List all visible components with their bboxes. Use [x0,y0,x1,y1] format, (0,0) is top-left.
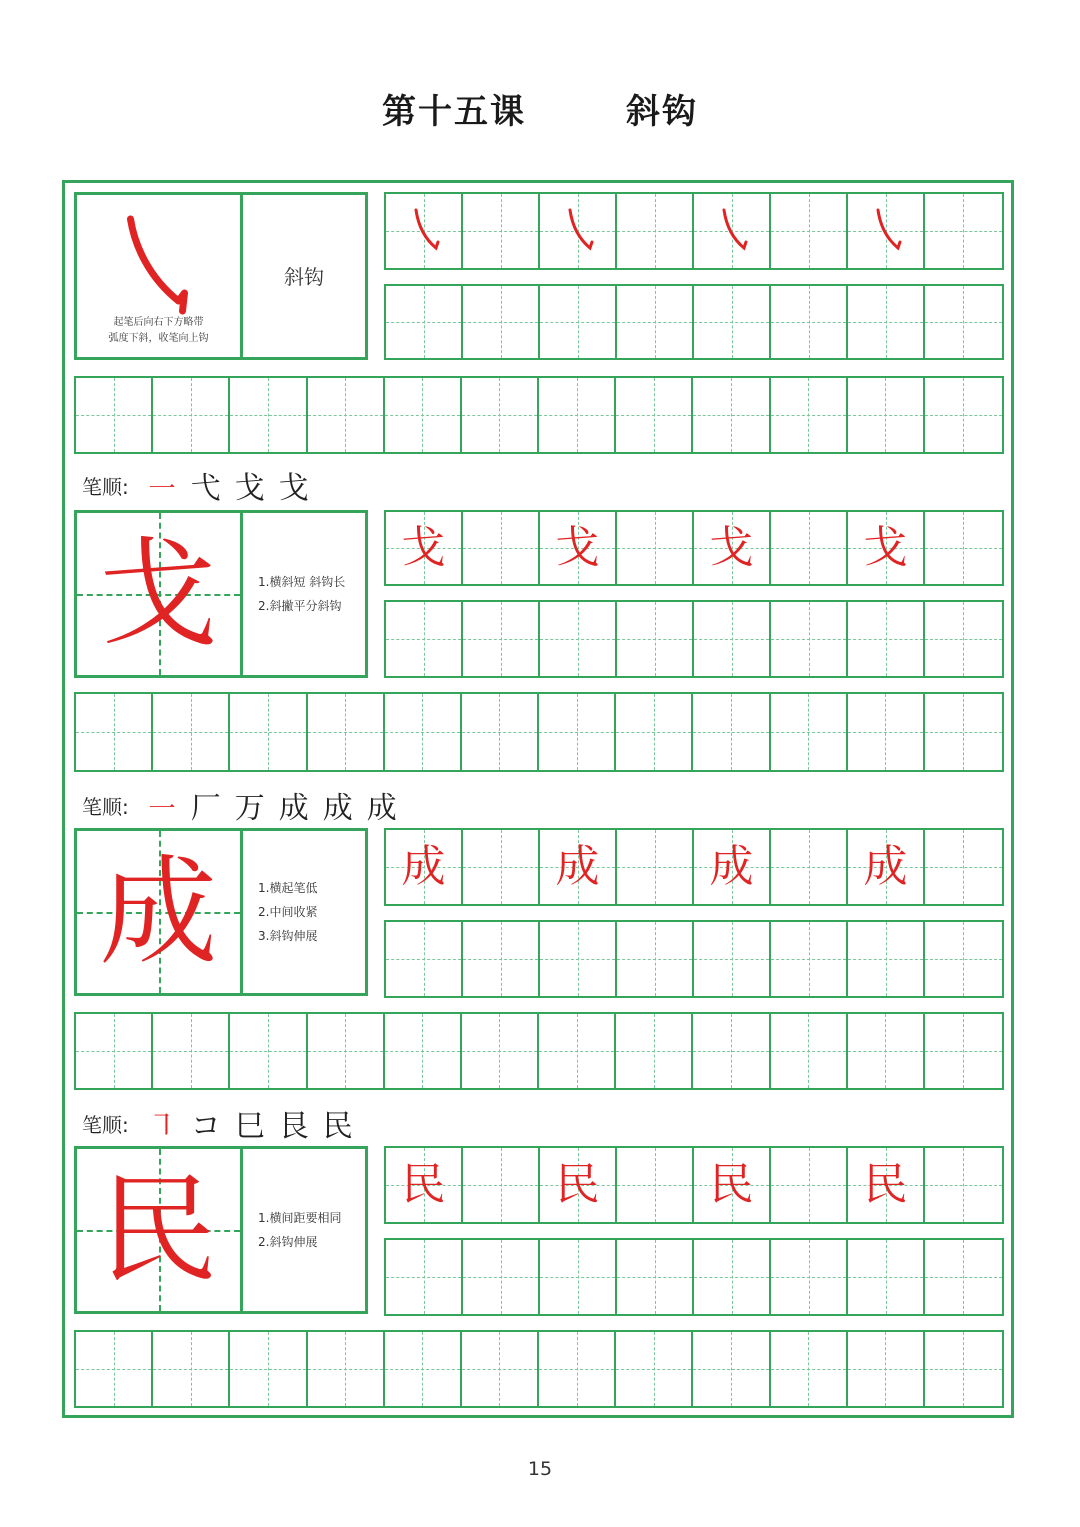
grid-cell[interactable] [771,378,848,452]
tip-item: 1.横间距要相同 [258,1211,342,1225]
grid-cell[interactable] [925,1332,1002,1406]
grid-cell[interactable] [463,512,540,584]
grid-cell[interactable] [153,378,230,452]
lesson-number: 第十五课 [382,92,526,132]
grid-cell[interactable] [771,602,848,676]
trace-character: 民 [863,1159,908,1210]
grid-cell[interactable] [463,830,540,904]
slant-hook-trace-icon [404,206,444,256]
grid-cell[interactable] [540,830,617,904]
order-step: ㇐ [146,791,177,826]
grid-cell[interactable] [76,1332,153,1406]
char-demo-box [74,828,368,996]
trace-character: 民 [709,1159,754,1210]
grid-cell[interactable] [539,1014,616,1088]
grid-cell[interactable] [153,1332,230,1406]
trace-character: 成 [555,841,600,892]
grid-cell[interactable] [386,1240,463,1314]
grid-cell[interactable] [848,1332,925,1406]
grid-cell[interactable] [386,830,463,904]
trace-character: 戈 [401,522,446,573]
char-block-ge [74,470,1004,772]
char-block-cheng [74,790,1004,1090]
grid-cell[interactable] [463,602,540,676]
trace-character: 成 [709,841,754,892]
slant-hook-stroke-icon [77,205,240,315]
grid-cell[interactable] [848,694,925,770]
stroke-example [77,195,243,357]
practice-row [384,600,1004,678]
stroke-note-1: 起笔后向右下方略带 [113,317,204,328]
tip-item: 2.斜撇平分斜钩 [258,599,342,613]
grid-cell[interactable] [693,694,770,770]
grid-cell[interactable] [771,512,848,584]
grid-cell[interactable] [539,694,616,770]
trace-row [384,192,1004,270]
order-step: 巳 [234,1109,265,1144]
grid-cell[interactable] [385,378,462,452]
grid-cell[interactable] [694,512,771,584]
grid-cell[interactable] [925,194,1002,268]
order-step: 戈 [234,471,265,506]
order-step: コ [190,1109,221,1144]
grid-cell[interactable] [694,830,771,904]
grid-cell[interactable] [848,1014,925,1088]
model-character: 成 [99,843,218,981]
grid-cell[interactable] [76,694,153,770]
practice-row-wide [74,1330,1004,1408]
trace-row [384,1146,1004,1224]
practice-row [384,1238,1004,1316]
grid-cell[interactable] [848,602,925,676]
stroke-block [74,192,1004,454]
grid-cell[interactable] [463,194,540,268]
order-step: 成 [366,791,397,826]
trace-character: 戈 [863,522,908,573]
grid-cell[interactable] [693,378,770,452]
grid-cell[interactable] [385,1332,462,1406]
order-step: 成 [322,791,353,826]
char-demo-box [74,1146,368,1314]
char-block-min [74,1108,1004,1408]
char-example [77,831,243,993]
grid-cell[interactable] [617,602,694,676]
grid-cell[interactable] [617,512,694,584]
stroke-order-steps [147,463,309,507]
grid-cell[interactable] [694,286,771,358]
grid-cell[interactable] [308,1014,385,1088]
tip-item: 3.斜钩伸展 [258,929,318,943]
grid-cell[interactable] [925,1014,1002,1088]
practice-row-wide [74,376,1004,454]
grid-cell[interactable] [539,378,616,452]
stroke-order-label: 笔顺: [82,1112,129,1137]
grid-cell[interactable] [540,1240,617,1314]
grid-cell[interactable] [386,512,463,584]
grid-cell[interactable] [848,512,925,584]
grid-cell[interactable] [386,602,463,676]
grid-cell[interactable] [386,286,463,358]
page-number: 15 [527,1458,553,1480]
grid-cell[interactable] [308,1332,385,1406]
stroke-note-2: 弧度下斜，收笔向上钩 [108,333,209,344]
grid-cell[interactable] [617,830,694,904]
grid-cell[interactable] [693,1014,770,1088]
char-example [77,1149,243,1311]
trace-character: 民 [555,1159,600,1210]
grid-cell[interactable] [771,1148,848,1222]
grid-cell[interactable] [616,1332,693,1406]
grid-cell[interactable] [771,922,848,996]
grid-cell[interactable] [386,1148,463,1222]
stroke-description [77,315,240,347]
grid-cell[interactable] [462,1014,539,1088]
order-step: ㇐ [146,471,177,506]
grid-cell[interactable] [462,378,539,452]
grid-cell[interactable] [617,286,694,358]
grid-cell[interactable] [848,194,925,268]
stroke-order [82,470,309,506]
grid-cell[interactable] [617,194,694,268]
order-step: 万 [234,791,265,826]
order-step: ㇕ [146,1109,177,1144]
tip-item: 2.斜钩伸展 [258,1235,318,1249]
grid-cell[interactable] [848,922,925,996]
grid-cell[interactable] [386,922,463,996]
grid-cell[interactable] [540,194,617,268]
char-example [77,513,243,675]
tip-item: 1.横起笔低 [258,881,318,895]
grid-cell[interactable] [462,694,539,770]
grid-cell[interactable] [925,694,1002,770]
grid-cell[interactable] [771,830,848,904]
grid-cell[interactable] [230,1014,307,1088]
grid-cell[interactable] [540,286,617,358]
practice-row-wide [74,1012,1004,1090]
grid-cell[interactable] [463,1148,540,1222]
stroke-name-label: 斜钩 [284,265,324,289]
trace-character: 戈 [709,522,754,573]
grid-cell[interactable] [540,1148,617,1222]
grid-cell[interactable] [925,286,1002,358]
stroke-order-steps [147,783,397,827]
grid-cell[interactable] [925,830,1002,904]
grid-cell[interactable] [693,1332,770,1406]
stroke-order-label: 笔顺: [82,794,129,819]
char-demo-box [74,510,368,678]
grid-cell[interactable] [771,1014,848,1088]
grid-cell[interactable] [386,194,463,268]
grid-cell[interactable] [617,1148,694,1222]
grid-cell[interactable] [616,694,693,770]
grid-cell[interactable] [848,286,925,358]
grid-cell[interactable] [771,1332,848,1406]
stroke-order [82,1108,353,1144]
grid-cell[interactable] [771,194,848,268]
tip-item: 2.中间收紧 [258,905,318,919]
grid-cell[interactable] [153,1014,230,1088]
stroke-order [82,790,397,826]
grid-cell[interactable] [694,922,771,996]
grid-cell[interactable] [76,378,153,452]
practice-row-wide [74,692,1004,772]
order-step: 弋 [190,471,221,506]
trace-row [384,828,1004,906]
grid-cell[interactable] [385,1014,462,1088]
grid-cell[interactable] [848,1240,925,1314]
order-step: 艮 [278,1109,309,1144]
tips-box [243,513,365,675]
grid-cell[interactable] [771,286,848,358]
stroke-order-label: 笔顺: [82,474,129,499]
grid-cell[interactable] [617,1240,694,1314]
trace-character: 成 [863,841,908,892]
tips-box [243,831,365,993]
grid-cell[interactable] [463,1240,540,1314]
grid-cell[interactable] [540,602,617,676]
trace-character: 成 [401,841,446,892]
slant-hook-trace-icon [558,206,598,256]
order-step: 成 [278,791,309,826]
grid-cell[interactable] [848,378,925,452]
grid-cell[interactable] [694,1240,771,1314]
grid-cell[interactable] [539,1332,616,1406]
grid-cell[interactable] [230,1332,307,1406]
grid-cell[interactable] [925,922,1002,996]
grid-cell[interactable] [694,602,771,676]
grid-cell[interactable] [462,1332,539,1406]
trace-character: 戈 [555,522,600,573]
grid-cell[interactable] [848,830,925,904]
trace-character: 民 [401,1159,446,1210]
trace-row [384,510,1004,586]
grid-cell[interactable] [925,1240,1002,1314]
grid-cell[interactable] [694,1148,771,1222]
tip-item: 1.横斜短 斜钩长 [258,575,346,589]
grid-cell[interactable] [848,1148,925,1222]
model-character: 民 [99,1161,218,1299]
stroke-name-box [243,195,365,357]
grid-cell[interactable] [617,922,694,996]
practice-row [384,920,1004,998]
grid-cell[interactable] [771,694,848,770]
order-step: 戈 [278,471,309,506]
page-title [0,84,1080,133]
grid-cell[interactable] [616,378,693,452]
grid-cell[interactable] [308,694,385,770]
order-step: 厂 [190,791,221,826]
slant-hook-trace-icon [866,206,906,256]
grid-cell[interactable] [540,922,617,996]
grid-cell[interactable] [230,378,307,452]
grid-cell[interactable] [385,694,462,770]
grid-cell[interactable] [463,286,540,358]
grid-cell[interactable] [616,1014,693,1088]
grid-cell[interactable] [230,694,307,770]
grid-cell[interactable] [925,1148,1002,1222]
grid-cell[interactable] [308,378,385,452]
grid-cell[interactable] [76,1014,153,1088]
practice-row [384,284,1004,360]
grid-cell[interactable] [540,512,617,584]
grid-cell[interactable] [771,1240,848,1314]
grid-cell[interactable] [925,602,1002,676]
grid-cell[interactable] [925,512,1002,584]
stroke-demo-box [74,192,368,360]
grid-cell[interactable] [925,378,1002,452]
model-character: 戈 [99,525,218,663]
tips-box [243,1149,365,1311]
order-step: 民 [322,1109,353,1144]
stroke-name: 斜钩 [626,92,698,132]
grid-cell[interactable] [153,694,230,770]
stroke-order-steps [147,1101,353,1145]
grid-cell[interactable] [694,194,771,268]
slant-hook-trace-icon [712,206,752,256]
grid-cell[interactable] [463,922,540,996]
